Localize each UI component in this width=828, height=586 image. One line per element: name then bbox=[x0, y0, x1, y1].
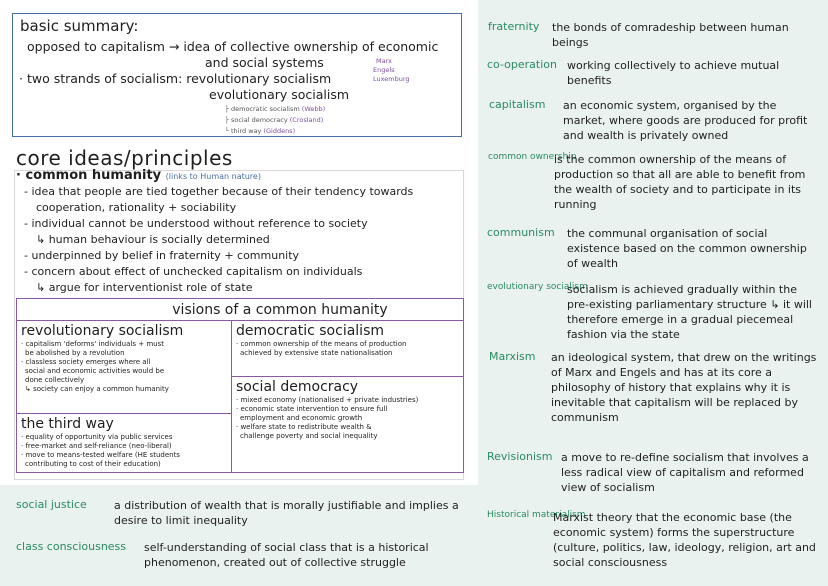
glossary-definition: a distribution of wealth that is morally justifiable and implies a desire to limit inequality bbox=[114, 499, 459, 527]
cell-item: employment and economic growth bbox=[240, 414, 363, 422]
glossary-definition: self-understanding of social class that is a historical phenomenon, created out of collective struggle bbox=[144, 541, 429, 569]
thinker-annotation: Engels bbox=[373, 66, 395, 74]
glossary-entry bbox=[488, 20, 823, 50]
glossary-term: Marxism bbox=[489, 350, 536, 363]
cell-title: the third way bbox=[21, 416, 114, 432]
revolutionary-socialism-cell bbox=[17, 321, 232, 414]
third-way-cell bbox=[17, 414, 232, 472]
cell-title: revolutionary socialism bbox=[21, 323, 184, 339]
glossary-entry bbox=[489, 98, 824, 143]
glossary-entry bbox=[489, 350, 824, 425]
cell-item: be abolished by a revolution bbox=[25, 349, 125, 357]
human-nature-link: (links to Human nature) bbox=[165, 172, 261, 181]
core-line: - concern about effect of unchecked capitalism on individuals bbox=[24, 265, 363, 278]
cell-item: · equality of opportunity via public services bbox=[21, 433, 173, 441]
core-line: ↳ human behaviour is socially determined bbox=[36, 233, 270, 246]
cell-item: · capitalism 'deforms' individuals + must bbox=[21, 340, 164, 348]
glossary-definition: a move to re-define socialism that involves a less radical view of capitalism and reformed view of socialism bbox=[561, 451, 809, 494]
cell-item: · mixed economy (nationalised + private industries) bbox=[236, 396, 419, 404]
glossary-term: evolutionary socialism bbox=[487, 282, 588, 292]
cell-item: done collectively bbox=[25, 376, 85, 384]
cell-item: · welfare state to redistribute wealth & bbox=[236, 423, 372, 431]
cell-item: · economic state intervention to ensure full bbox=[236, 405, 388, 413]
glossary-entry bbox=[487, 282, 822, 342]
cell-title: social democracy bbox=[236, 379, 359, 395]
glossary-term: co-operation bbox=[487, 58, 557, 71]
glossary-entry bbox=[488, 152, 823, 212]
common-humanity-heading: · common humanity (links to Human nature) bbox=[16, 168, 261, 183]
glossary-definition: an economic system, organised by the market, where goods are produced for profit and wealth is privately owned bbox=[563, 99, 808, 142]
glossary-entry bbox=[16, 498, 466, 528]
cell-item: contributing to cost of their education) bbox=[25, 460, 161, 468]
glossary-term: social justice bbox=[16, 498, 87, 511]
summary-line: · two strands of socialism: revolutionary socialism bbox=[19, 71, 332, 86]
core-line: - underpinned by belief in fraternity + community bbox=[24, 249, 300, 262]
thinker-annotation: Luxemburg bbox=[373, 75, 410, 83]
glossary-definition: Marxist theory that the economic base (the economic system) forms the superstructure (culture, politics, law, ideology, religion, art and social consciousness bbox=[553, 511, 816, 569]
glossary-term: communism bbox=[487, 226, 555, 239]
summary-line: evolutionary socialism bbox=[209, 87, 350, 102]
visions-table bbox=[16, 298, 464, 473]
glossary-definition: socialism is achieved gradually within the pre-existing parliamentary structure ↳ it will therefore emerge in a gradual piecemeal fashion via the state bbox=[567, 283, 812, 341]
glossary-term: fraternity bbox=[488, 20, 540, 33]
summary-line: opposed to capitalism → idea of collective ownership of economic bbox=[27, 39, 439, 54]
branch-annotation: └ third way (Giddens) bbox=[225, 127, 296, 135]
social-democracy-cell bbox=[232, 377, 463, 472]
core-line: ↳ argue for interventionist role of state bbox=[36, 281, 253, 294]
glossary-definition: working collectively to achieve mutual benefits bbox=[567, 59, 780, 87]
glossary-entry bbox=[16, 540, 466, 570]
glossary-term: Historical materialism bbox=[487, 510, 586, 520]
summary-title: basic summary: bbox=[20, 17, 139, 35]
core-ideas-title: core ideas/principles bbox=[16, 146, 233, 170]
glossary-definition: the communal organisation of social existence based on the common ownership of wealth bbox=[567, 227, 807, 270]
core-line: cooperation, rationality + sociability bbox=[36, 201, 237, 214]
glossary-term: common ownership bbox=[488, 152, 577, 162]
glossary-definition: is the common ownership of the means of production so that all are able to benefit from the wealth of society and to participate in its running bbox=[554, 153, 806, 211]
cell-item: social and economic activities would be bbox=[25, 367, 165, 375]
glossary-definition: the bonds of comradeship between human beings bbox=[552, 21, 789, 49]
glossary-entry bbox=[487, 450, 822, 495]
cell-item: · move to means-tested welfare (HE students bbox=[21, 451, 180, 459]
glossary-term: class consciousness bbox=[16, 540, 127, 553]
glossary-definition: an ideological system, that drew on the writings of Marx and Engels and has at its core a philosophy of history that explains why it is inevitable that capitalism will be replaced by communism bbox=[551, 351, 817, 424]
summary-line: and social systems bbox=[205, 55, 324, 70]
cell-title: democratic socialism bbox=[236, 323, 384, 339]
core-line: - idea that people are tied together because of their tendency towards bbox=[24, 185, 414, 198]
branch-annotation: ├ democratic socialism (Webb) bbox=[225, 105, 326, 113]
visions-title: visions of a common humanity bbox=[17, 299, 463, 321]
glossary-term: Revisionism bbox=[487, 450, 553, 463]
basic-summary-box bbox=[12, 13, 462, 137]
glossary-term: capitalism bbox=[489, 98, 546, 111]
democratic-socialism-cell bbox=[232, 321, 463, 377]
core-line: - individual cannot be understood without reference to society bbox=[24, 217, 368, 230]
cell-item: · free-market and self-reliance (neo-liberal) bbox=[21, 442, 172, 450]
cell-item: challenge poverty and social inequality bbox=[240, 432, 378, 440]
thinker-annotation: Marx bbox=[376, 57, 392, 65]
cell-item: ↳ society can enjoy a common humanity bbox=[25, 385, 169, 393]
cell-item: · classless society emerges where all bbox=[21, 358, 151, 366]
glossary-entry bbox=[487, 58, 822, 88]
cell-item: · common ownership of the means of production bbox=[236, 340, 407, 348]
glossary-entry bbox=[487, 510, 822, 570]
cell-item: achieved by extensive state nationalisation bbox=[240, 349, 393, 357]
branch-annotation: ├ social democracy (Crosland) bbox=[225, 116, 324, 124]
glossary-entry bbox=[487, 226, 822, 271]
